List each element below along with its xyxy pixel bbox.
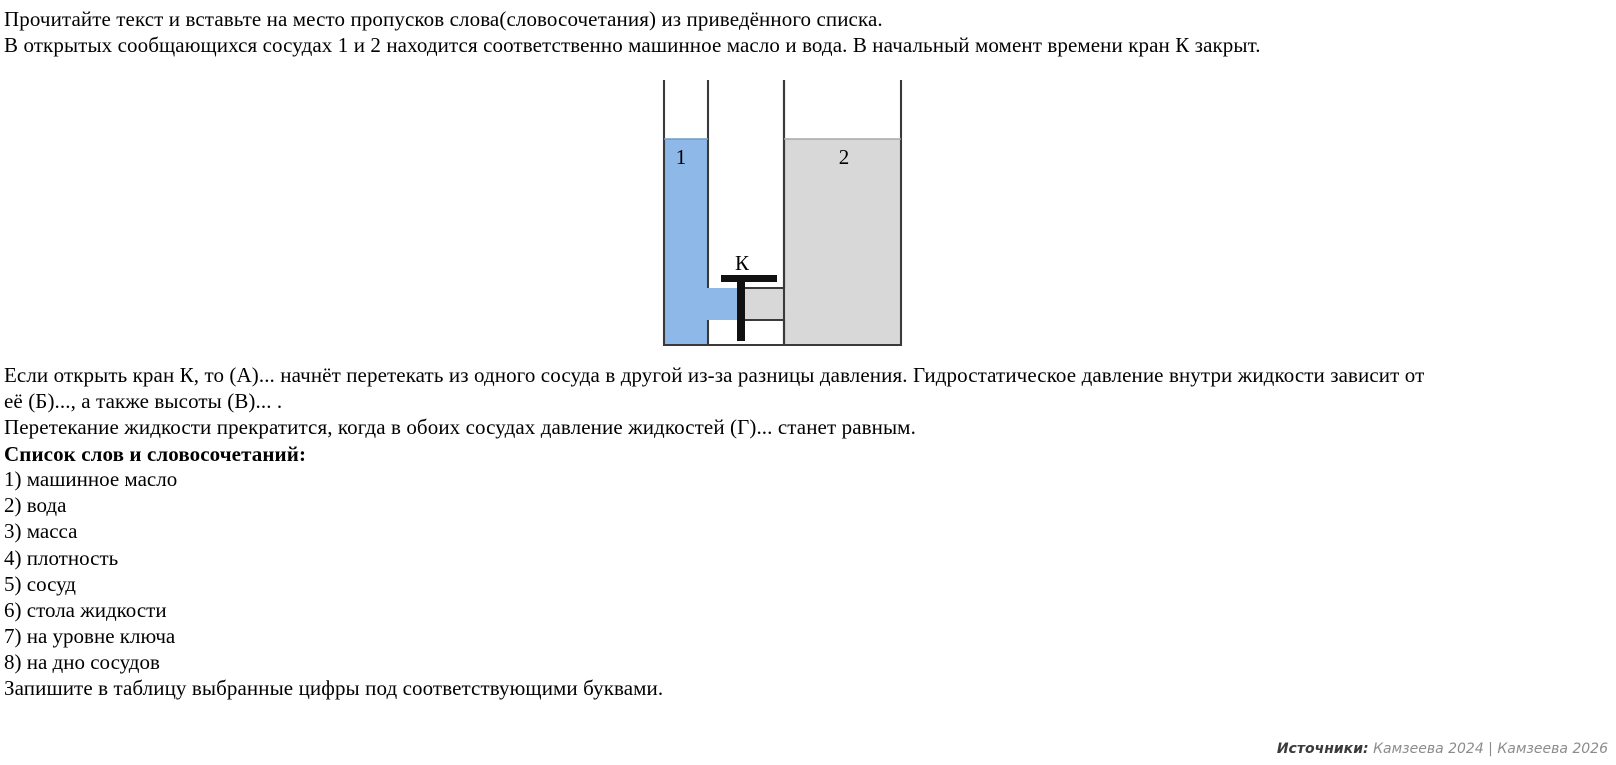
valve-stem-icon [737,278,745,341]
vessel-2-label: 2 [838,145,850,169]
list-item: 4) плотность [4,545,119,570]
valve-handle-icon [721,275,777,282]
body-line-1: Если открыть кран К, то (А)... начнёт перетекать из одного сосуда в другой из-за разницы давления. Гидростатическое давление внутри жидкости зависит от [4,363,1425,387]
communicating-vessels-figure [655,72,915,357]
list-item: 5) сосуд [4,571,76,596]
list-item: 7) на уровне ключа [4,624,176,649]
intro-line-2: В открытых сообщающихся сосудах 1 и 2 находится соответственно машинное масло и вода. В начальный момент времени кран К закрыт. [4,33,1261,57]
body-line-3: Перетекание жидкости прекратится, когда в обоих сосудах давление жидкостей (Г)... станет равным. [4,415,916,439]
list-item: 6) стола жидкости [4,598,167,623]
word-list-heading: Список слов и словосочетаний: [4,442,307,466]
intro-line-1: Прочитайте текст и вставьте на место пропусков слова(словосочетания) из приведённого списка. [4,7,883,31]
list-item: 2) вода [4,493,67,518]
list-item: 1) машинное масло [4,467,178,491]
body-line-2: её (Б)..., а также высоты (В)... . [4,389,283,413]
vessel-1-label: 1 [675,145,687,169]
source-footer [1277,741,1608,757]
list-item: 8) на дно сосудов [4,650,160,675]
word-list [4,466,177,676]
list-item: 3) масса [4,519,78,544]
valve-label: К [734,251,750,275]
water-fill [741,139,901,345]
source-footer-label: Источники: [1276,741,1369,757]
source-footer-value: Камзеева 2024 | Камзеева 2026 [1373,741,1608,757]
oil-fill [664,139,741,345]
closing-instruction: Запишите в таблицу выбранные цифры под соответствующими буквами. [4,676,664,700]
